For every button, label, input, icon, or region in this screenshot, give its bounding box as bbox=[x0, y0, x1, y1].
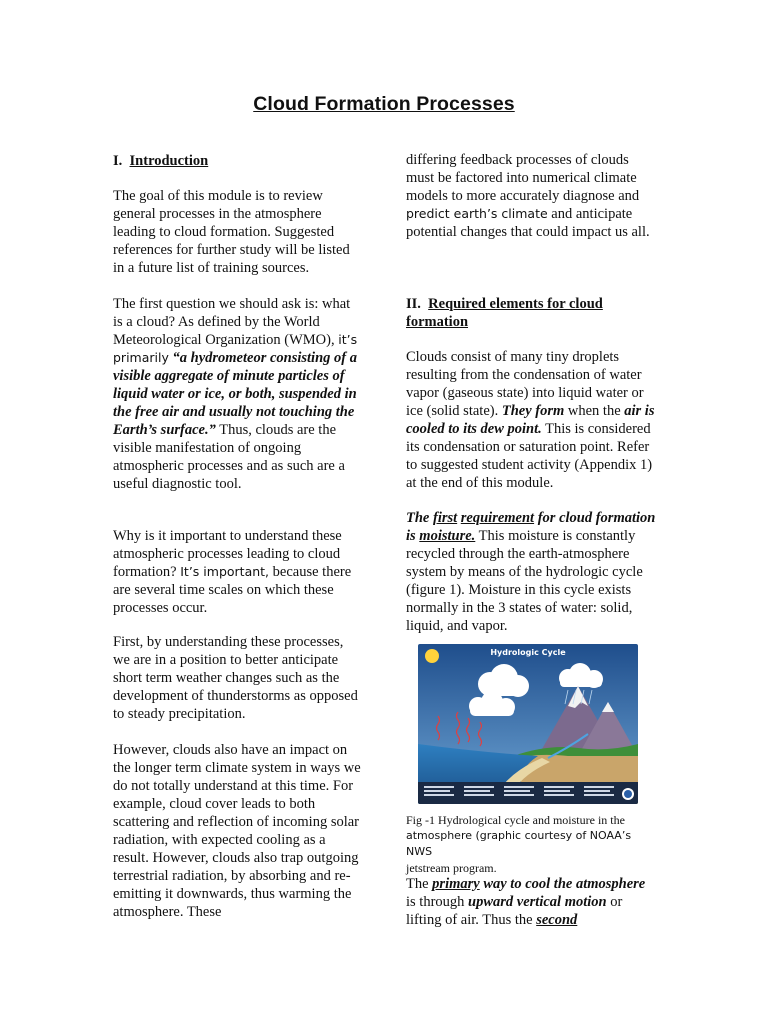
text-span: This moisture is constantly recycled through the earth-atmosphere system by means of the hydrologic cycle (figure 1). Moisture in this cycle exists normally in the 3 states of water: solid, liquid, and vapor. bbox=[406, 528, 643, 634]
text-span: because there are several time scales on which these processes occur. bbox=[113, 564, 352, 616]
text-span: when the bbox=[567, 403, 621, 419]
section-number: II. bbox=[406, 296, 421, 312]
text-span: upward vertical motion bbox=[468, 894, 607, 910]
intro-paragraph-4: First, by understanding these processes, we are in a position to better anticipate short term weather changes such as the development of thunderstorms as opposed to steady precipitation. bbox=[113, 634, 358, 722]
figure-caption bbox=[406, 812, 656, 876]
caption-line: atmosphere (graphic courtesy of NOAA’s NWS bbox=[406, 829, 632, 858]
text-span: moisture. bbox=[419, 528, 476, 544]
text-span: It’s important, bbox=[180, 564, 270, 579]
text-span: second bbox=[536, 912, 578, 928]
text-span: and anticipate potential changes that could impact us all. bbox=[406, 206, 650, 240]
text-span: Thus, clouds are the visible manifestation of ongoing atmospheric processes and as such are a useful diagnostic tool. bbox=[113, 422, 345, 492]
text-span: predict earth’s climate bbox=[406, 206, 548, 221]
caption-line: jetstream program. bbox=[406, 861, 497, 875]
text-span: is through bbox=[406, 894, 465, 910]
hydrologic-cycle-figure bbox=[418, 644, 638, 804]
text-span: way to cool the atmosphere bbox=[483, 876, 646, 892]
text-span: The first question we should ask is: what is a cloud? As defined by the World Meteorological Organization (WMO), bbox=[113, 296, 351, 348]
intro-paragraph-5: However, clouds also have an impact on the longer term climate system in ways we do not totally understand at this time. For example, cloud cover leads to both scattering and reflection of incoming solar radiation, with expected cooling as a result. However, clouds also trap outgoing terrestrial radiation, by absorbing and re-emitting it downwards, thus warming the atmosphere. These bbox=[113, 742, 361, 920]
hydrologic-cycle-illustration bbox=[418, 644, 638, 804]
continuation-paragraph bbox=[406, 151, 658, 241]
section-heading-introduction bbox=[113, 152, 208, 170]
intro-paragraph-1: The goal of this module is to review general processes in the atmosphere leading to cloud formation. Suggested references for further study will be listed in a future list of training sources. bbox=[113, 188, 350, 276]
intro-paragraph-2 bbox=[113, 295, 363, 493]
intro-paragraph-3 bbox=[113, 527, 363, 617]
moisture-paragraph bbox=[406, 509, 658, 635]
text-span: Clouds consist of many tiny droplets resulting from the condensation of water vapor (gaseous state) into liquid water or ice (solid state). bbox=[406, 349, 644, 419]
caption-line: Fig -1 Hydrological cycle and moisture in the bbox=[406, 813, 625, 827]
section-title: Required elements for cloud formation bbox=[406, 296, 603, 330]
text-span: air is cooled to its dew point. bbox=[406, 403, 655, 437]
section-heading-required-elements bbox=[406, 295, 658, 331]
text-span: requirement bbox=[460, 510, 535, 526]
text-span: Why is it important to understand these atmospheric processes leading to cloud formation? bbox=[113, 528, 342, 580]
text-span: primary bbox=[432, 876, 480, 892]
clouds-paragraph bbox=[406, 348, 658, 492]
text-span: They form bbox=[501, 403, 565, 419]
section-title: Introduction bbox=[129, 153, 209, 169]
text-span: The bbox=[406, 510, 430, 526]
text-span: The bbox=[406, 876, 429, 892]
cooling-paragraph bbox=[406, 875, 658, 929]
text-span: differing feedback processes of clouds must be factored into numerical climate models to more accurately diagnose and bbox=[406, 152, 640, 204]
page-title: Cloud Formation Processes bbox=[253, 93, 515, 115]
text-span: for cloud formation is bbox=[406, 510, 656, 544]
text-span: it’s primarily bbox=[113, 332, 358, 365]
wmo-definition-quote: “a hydrometeor consisting of a visible aggregate of minute particles of liquid water or ice, or both, suspended in the free air and usually not touching the Earth’s surface.” bbox=[113, 350, 357, 438]
text-span: This is considered its condensation or saturation point. Refer to suggested student activity (Appendix 1) at the end of this module. bbox=[406, 421, 653, 491]
figure-title: Hydrologic Cycle bbox=[490, 648, 566, 657]
text-span: first bbox=[432, 510, 458, 526]
text-span: or lifting of air. Thus the bbox=[406, 894, 623, 928]
section-number: I. bbox=[113, 153, 123, 169]
